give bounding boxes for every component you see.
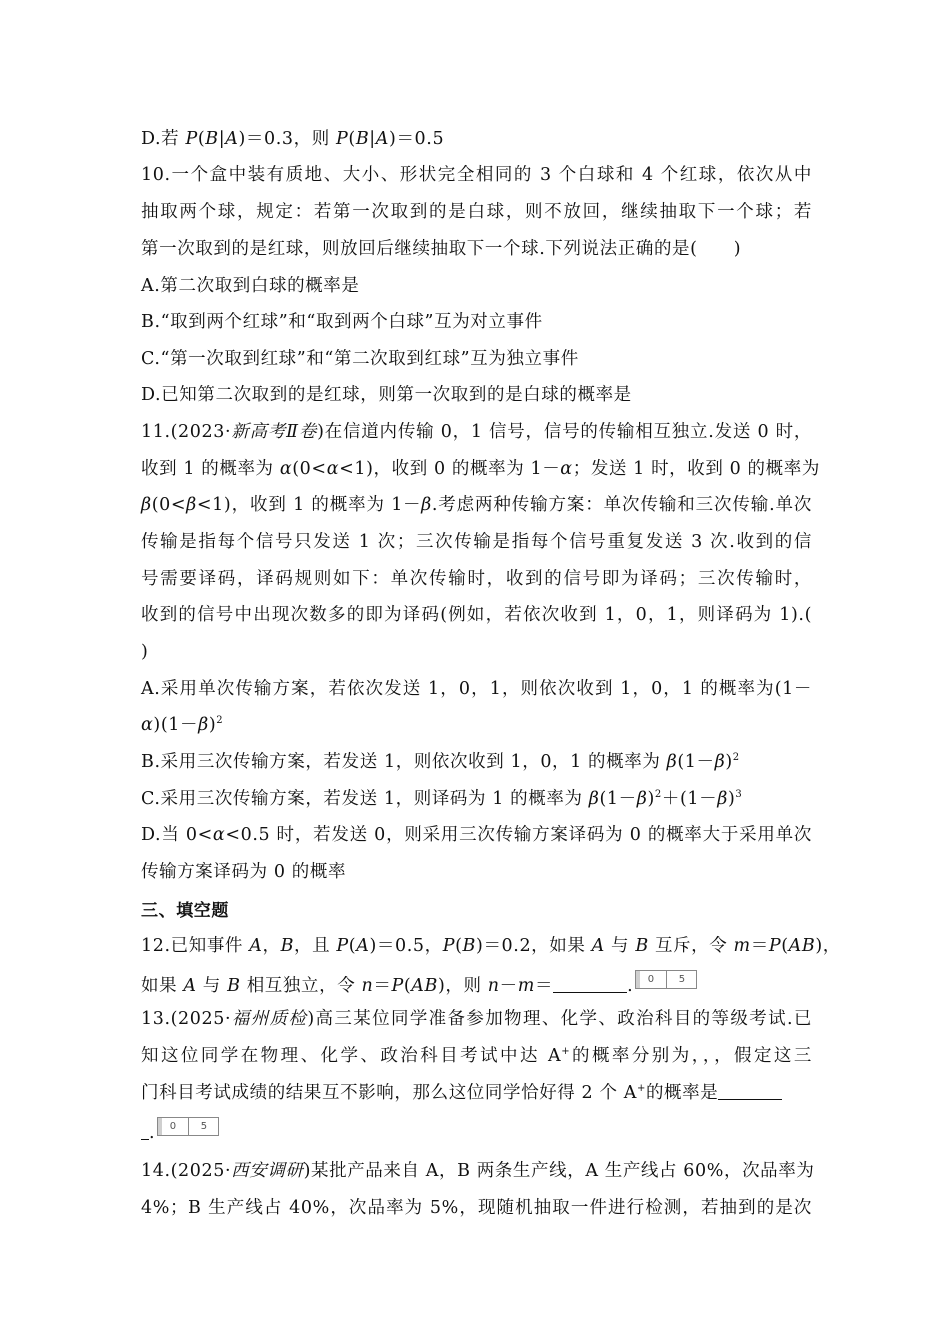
text: ， [262, 936, 281, 956]
q12-line-2 [141, 970, 812, 999]
text: (1－ [677, 752, 715, 772]
text: 如果 [141, 976, 184, 996]
text: A [183, 976, 197, 996]
text: ( [348, 936, 357, 956]
source-tag: 新高考Ⅱ卷 [231, 422, 318, 442]
superscript: 3 [735, 789, 743, 800]
answer-blank-continued[interactable] [141, 1121, 149, 1140]
text: α [279, 459, 293, 479]
q12-line-1 [141, 933, 841, 959]
text: B [462, 936, 477, 956]
text: 11.(2023· [141, 422, 232, 442]
q11-stem-line-2 [141, 456, 820, 482]
text: )在信道内传输 0，1 信号，信号的传输相互独立.发送 0 时， [317, 422, 812, 442]
text: ( [197, 129, 206, 149]
text: α [141, 715, 154, 735]
answer-blank[interactable] [553, 974, 627, 993]
text: 相互独立，令 [240, 976, 362, 996]
score-cell[interactable]: 5 [188, 1118, 219, 1135]
q11-option-a-line-1: A.采用单次传输方案，若依次发送 1，0，1，则依次收到 1，0，1 的概率为(1－ [141, 679, 812, 699]
q11-option-d-line-1 [141, 822, 812, 848]
q10-option-d: D.已知第二次取到的是红球，则第一次取到的是白球的概率是 [141, 385, 632, 405]
text: ) [725, 752, 733, 772]
text: )＝0.5， [369, 936, 443, 956]
text: A [249, 936, 263, 956]
text: ( [403, 976, 412, 996]
text: )＝0.3，则 [238, 129, 336, 149]
text: B [635, 936, 649, 956]
q11-stem-line-6: 收到的信号中出现次数多的即为译码(例如，若依次收到 1，0，1，则译码为 1).( [141, 605, 812, 625]
q11-option-d-line-2: 传输方案译码为 0 的概率 [141, 862, 347, 882]
text: A [225, 129, 239, 149]
text: A [356, 936, 370, 956]
text: <1)，收到 0 的概率为 1－ [339, 459, 561, 479]
text: ＝ [534, 976, 554, 996]
text: β [588, 789, 600, 809]
text: )， [815, 936, 841, 956]
answer-blank[interactable] [718, 1081, 782, 1100]
text: AB [788, 936, 816, 956]
text: 13.(2025· [141, 1009, 232, 1029]
score-box[interactable] [635, 970, 697, 989]
text: 与 [604, 936, 636, 956]
text: B [205, 129, 219, 149]
text: ( [348, 129, 356, 149]
text: AB [411, 976, 438, 996]
text: n [361, 976, 374, 996]
q11-option-b [141, 749, 812, 775]
q10-stem-line-1: 10.一个盒中装有质地、大小、形状完全相同的 3 个白球和 4 个红球，依次从中 [141, 165, 812, 185]
q9-option-d [141, 126, 812, 152]
q13-line-1 [141, 1006, 812, 1032]
text: － [499, 976, 518, 996]
q10-stem-line-2: 抽取两个球，规定：若第一次取到的是白球，则不放回，继续抽取下一个球；若 [141, 202, 812, 222]
q10-option-b: B.“取到两个红球”和“取到两个白球”互为对立事件 [141, 312, 543, 332]
q11-option-a-line-2 [141, 712, 812, 738]
text: . [149, 1123, 156, 1143]
text: D.当 0< [141, 825, 213, 845]
text: 知这位同学在物理、化学、政治科目考试中达 A [141, 1046, 562, 1066]
superscript: 2 [216, 715, 224, 726]
text: β [717, 789, 728, 809]
source-tag: 西安调研 [231, 1161, 304, 1181]
text: ) [208, 715, 217, 735]
q11-stem-line-1 [141, 419, 812, 445]
text: )(1－ [153, 715, 199, 735]
text: ＝ [373, 976, 392, 996]
text: ＋(1－ [661, 789, 718, 809]
text: P [391, 976, 404, 996]
text: 12.已知事件 [141, 936, 250, 956]
text: )，则 [437, 976, 488, 996]
text: α [212, 825, 226, 845]
text: n [487, 976, 500, 996]
text: (1－ [599, 789, 637, 809]
section-heading: 三、填空题 [141, 901, 229, 921]
text: 14.(2025· [141, 1161, 232, 1181]
text: P [336, 936, 349, 956]
text: )＝0.5 [389, 129, 445, 149]
text: m [517, 976, 535, 996]
text: 收到 1 的概率为 [141, 459, 280, 479]
text: C.采用三次传输方案，若发送 1，则译码为 1 的概率为 [141, 789, 589, 809]
text: ( [455, 936, 463, 956]
score-cell[interactable]: 0 [647, 974, 655, 985]
text: β [666, 752, 678, 772]
text: 互斥，令 [648, 936, 734, 956]
text: (0< [151, 495, 187, 515]
q14-line-1 [141, 1158, 815, 1184]
text: β [198, 715, 209, 735]
q11-option-c [141, 786, 812, 812]
text: .考虑两种传输方案：单次传输和三次传输.单次 [431, 495, 813, 515]
text: P [768, 936, 782, 956]
text: | [218, 129, 226, 149]
text: <1)，收到 1 的概率为 1－ [196, 495, 422, 515]
text: β [186, 495, 197, 515]
text: <0.5 时，若发送 0，则采用三次传输方案译码为 0 的概率大于采用单次 [225, 825, 812, 845]
text: B [280, 936, 295, 956]
q13-line-3 [141, 1080, 812, 1106]
superscript: 2 [654, 789, 662, 800]
score-box[interactable] [157, 1117, 219, 1136]
text: 与 [196, 976, 228, 996]
q13-line-2 [141, 1043, 812, 1069]
text: ＝ [750, 936, 769, 956]
q10-option-a: A.第二次取到白球的概率是 [141, 276, 360, 296]
text: 门科目考试成绩的结果互不影响，那么这位同学恰好得 2 个 A [141, 1083, 637, 1103]
text: m [733, 936, 751, 956]
text: ) [647, 789, 655, 809]
text: )某批产品来自 A，B 两条生产线，A 生产线占 60%，次品率为 [303, 1161, 815, 1181]
q10-option-c: C.“第一次取到红球”和“第二次取到红球”互为独立事件 [141, 349, 579, 369]
text: α [560, 459, 573, 479]
text: P [185, 129, 198, 149]
q10-stem-line-3: 第一次取到的是红球，则放回后继续抽取下一个球.下列说法正确的是( ) [141, 239, 742, 259]
text: β [636, 789, 648, 809]
text: B [227, 976, 241, 996]
text: 的概率是 [645, 1083, 719, 1103]
superscript: 2 [732, 752, 740, 763]
text: A [375, 129, 390, 149]
text: α [326, 459, 340, 479]
q13-line-4 [141, 1117, 812, 1146]
text: 的概率分别为，，，假定这三 [570, 1046, 812, 1066]
text: P [442, 936, 456, 956]
text: ，且 [294, 936, 337, 956]
superscript: + [561, 1046, 571, 1057]
text: B.采用三次传输方案，若发送 1，则依次收到 1，0，1 的概率为 [141, 752, 667, 772]
text: β [141, 495, 152, 515]
q11-stem-line-7: ) [141, 642, 149, 662]
q14-line-2: 4%；B 生产线占 40%，次品率为 5%，现随机抽取一件进行检测，若抽到的是次 [141, 1198, 812, 1218]
text: . [627, 976, 634, 996]
text: ( [781, 936, 789, 956]
q11-stem-line-4: 传输是指每个信号只发送 1 次；三次传输是指每个信号重复发送 3 次.收到的信 [141, 532, 812, 552]
text: β [421, 495, 432, 515]
q11-stem-line-3 [141, 492, 812, 518]
q11-stem-line-5: 号需要译码，译码规则如下：单次传输时，收到的信号即为译码；三次传输时， [141, 569, 812, 589]
text: )高三某位同学准备参加物理、化学、政治科目的等级考试.已 [307, 1009, 812, 1029]
text: (0< [292, 459, 327, 479]
text: β [714, 752, 726, 772]
superscript: + [636, 1083, 646, 1094]
text: P [336, 129, 349, 149]
source-tag: 福州质检 [231, 1009, 308, 1029]
text: A [591, 936, 605, 956]
score-cell[interactable]: 5 [666, 971, 697, 988]
text: ；发送 1 时，收到 0 的概率为 [572, 459, 820, 479]
text: | [369, 129, 376, 149]
score-cell[interactable]: 0 [169, 1121, 177, 1132]
text: D.若 [141, 129, 186, 149]
text: ) [727, 789, 736, 809]
text: )＝0.2，如果 [476, 936, 592, 956]
text: B [355, 129, 370, 149]
